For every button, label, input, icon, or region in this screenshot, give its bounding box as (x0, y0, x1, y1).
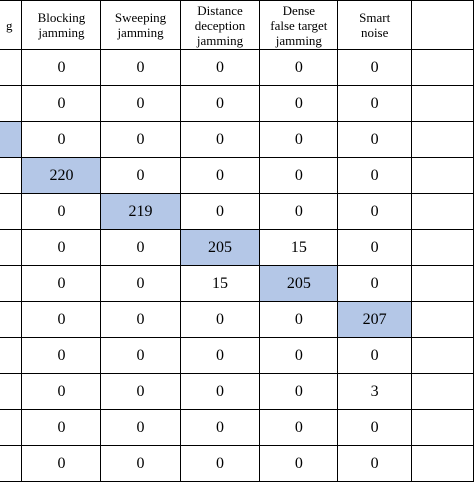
value-cell: 0 (180, 446, 260, 482)
value-cell: 0 (180, 50, 260, 86)
value-cell: 0 (101, 266, 180, 302)
value-cell: 0 (22, 194, 101, 230)
table-row (0, 446, 474, 482)
value-cell: 0 (22, 338, 101, 374)
value-cell: 0 (338, 338, 412, 374)
offscreen-cell (412, 122, 474, 158)
row-label-cell (0, 86, 22, 122)
offscreen-cell (412, 230, 474, 266)
value-cell: 0 (22, 266, 101, 302)
value-cell: 0 (260, 86, 338, 122)
offscreen-cell (412, 374, 474, 410)
row-label-cell (0, 122, 22, 158)
header-cell-smart-noise: Smart noise (338, 1, 412, 50)
value-cell: 0 (22, 446, 101, 482)
value-cell: 0 (260, 338, 338, 374)
table-row (0, 86, 474, 122)
offscreen-cell (412, 302, 474, 338)
value-cell: 205 (180, 230, 260, 266)
value-cell: 0 (101, 302, 180, 338)
table-body (0, 50, 474, 482)
table-row (0, 50, 474, 86)
value-cell: 0 (22, 230, 101, 266)
value-cell: 0 (101, 446, 180, 482)
value-cell: 0 (180, 86, 260, 122)
value-cell: 0 (180, 122, 260, 158)
row-label-cell (0, 302, 22, 338)
row-label-cell (0, 50, 22, 86)
value-cell: 3 (338, 374, 412, 410)
header-cell-dense-false-target-jamming: Dense false target jamming (260, 1, 338, 50)
value-cell: 15 (180, 266, 260, 302)
offscreen-cell (412, 86, 474, 122)
value-cell: 0 (180, 410, 260, 446)
table-row (0, 374, 474, 410)
value-cell: 0 (22, 410, 101, 446)
offscreen-cell (412, 446, 474, 482)
value-cell: 0 (260, 374, 338, 410)
value-cell: 0 (101, 230, 180, 266)
row-label-cell (0, 446, 22, 482)
value-cell: 0 (338, 410, 412, 446)
value-cell: 0 (260, 410, 338, 446)
header-cell-sweeping-jamming: Sweeping jamming (101, 1, 180, 50)
value-cell: 0 (22, 374, 101, 410)
value-cell: 0 (101, 86, 180, 122)
table-row (0, 410, 474, 446)
value-cell: 0 (101, 122, 180, 158)
table-row (0, 302, 474, 338)
value-cell: 0 (260, 194, 338, 230)
row-label-cell (0, 194, 22, 230)
offscreen-cell (412, 338, 474, 374)
value-cell: 0 (338, 446, 412, 482)
table-row (0, 158, 474, 194)
value-cell: 0 (260, 50, 338, 86)
value-cell: 0 (180, 158, 260, 194)
value-cell: 0 (260, 446, 338, 482)
value-cell: 0 (260, 158, 338, 194)
value-cell: 0 (22, 122, 101, 158)
value-cell: 15 (260, 230, 338, 266)
value-cell: 0 (180, 374, 260, 410)
value-cell: 0 (22, 50, 101, 86)
row-label-cell (0, 230, 22, 266)
offscreen-cell (412, 50, 474, 86)
value-cell: 0 (22, 302, 101, 338)
table-row (0, 230, 474, 266)
value-cell: 0 (338, 50, 412, 86)
table-row (0, 122, 474, 158)
value-cell: 0 (338, 86, 412, 122)
value-cell: 0 (180, 302, 260, 338)
value-cell: 219 (101, 194, 180, 230)
offscreen-cell (412, 194, 474, 230)
value-cell: 0 (338, 266, 412, 302)
value-cell: 205 (260, 266, 338, 302)
value-cell: 0 (180, 194, 260, 230)
offscreen-cell (412, 410, 474, 446)
value-cell: 0 (101, 410, 180, 446)
offscreen-cell (412, 158, 474, 194)
header-cell-distance-deception-jamming: Distance deception jamming (180, 1, 260, 50)
value-cell: 0 (338, 194, 412, 230)
header-cell-partial: g (0, 1, 22, 50)
value-cell: 0 (338, 230, 412, 266)
value-cell: 0 (101, 158, 180, 194)
row-label-cell (0, 410, 22, 446)
value-cell: 0 (338, 158, 412, 194)
value-cell: 220 (22, 158, 101, 194)
value-cell: 0 (338, 122, 412, 158)
table-row (0, 338, 474, 374)
value-cell: 0 (101, 50, 180, 86)
value-cell: 207 (338, 302, 412, 338)
table-row (0, 194, 474, 230)
value-cell: 0 (260, 122, 338, 158)
header-row (0, 1, 474, 50)
value-cell: 0 (22, 86, 101, 122)
value-cell: 0 (180, 338, 260, 374)
row-label-cell (0, 338, 22, 374)
header-cell-offscreen (412, 1, 474, 50)
value-cell: 0 (101, 338, 180, 374)
row-label-cell (0, 266, 22, 302)
header-cell-blocking-jamming: Blocking jamming (22, 1, 101, 50)
table-row (0, 266, 474, 302)
row-label-cell (0, 158, 22, 194)
value-cell: 0 (101, 374, 180, 410)
row-label-cell (0, 374, 22, 410)
value-cell: 0 (260, 302, 338, 338)
offscreen-cell (412, 266, 474, 302)
